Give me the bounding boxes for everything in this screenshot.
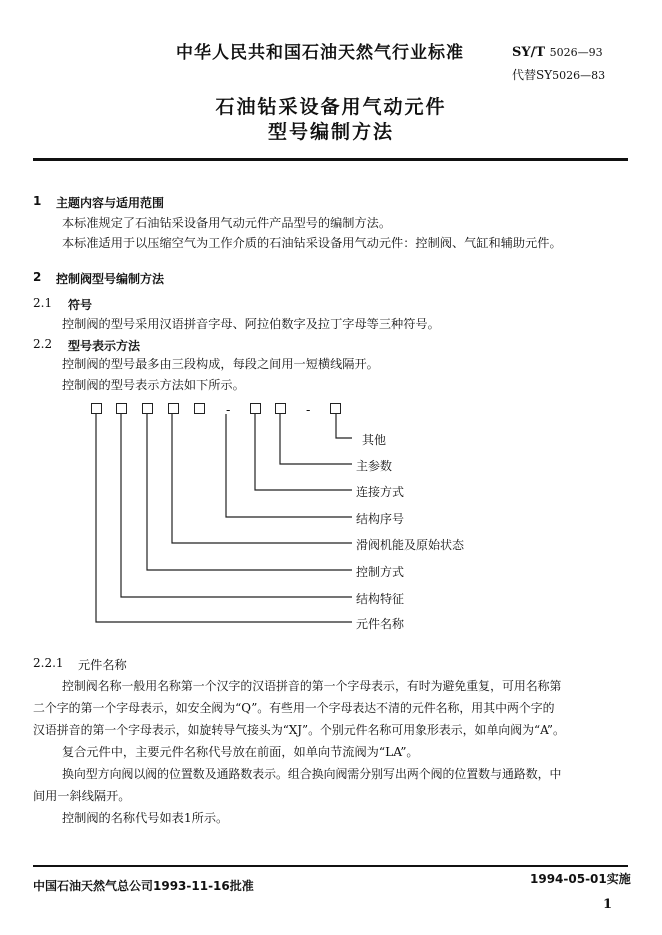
document-title-line1: 石油钻采设备用气动元件: [215, 96, 447, 118]
label-main-parameter: 主参数: [356, 459, 393, 473]
replaces-number: 5026—83: [552, 69, 606, 82]
code-separator-2: -: [306, 403, 311, 418]
section-2-1-number: 2.1: [33, 296, 53, 310]
section-1-number: 1: [33, 194, 42, 208]
section-2-number: 2: [33, 270, 42, 284]
standard-code-number: 5026—93: [549, 46, 603, 59]
replaces-prefix: 代替SY: [512, 68, 553, 82]
leader-line-element-name: [96, 414, 352, 622]
section-2-2-1-paragraph-1b: 二个字的第一个字母表示，如安全阀为“Q”。有些用一个字母表达不清的元件名称，用其中两个字的: [33, 701, 555, 715]
leader-line-other: [336, 414, 352, 438]
section-2-2-1-paragraph-2: 复合元件中，主要元件名称代号放在前面，如单向节流阀为“LA”。: [62, 745, 419, 759]
standard-category-title: 中华人民共和国石油天然气行业标准: [176, 43, 464, 63]
section-2-2-1-paragraph-4: 控制阀的名称代号如表1所示。: [62, 811, 229, 825]
standard-code-prefix: SY/T: [512, 45, 546, 60]
label-control-mode: 控制方式: [356, 565, 405, 579]
label-spool-function: 滑阀机能及原始状态: [356, 538, 465, 552]
label-structure-number: 结构序号: [356, 512, 405, 526]
document-title-line2: 型号编制方法: [267, 121, 394, 143]
section-2-2-number: 2.2: [33, 337, 53, 351]
label-element-name: 元件名称: [356, 617, 405, 631]
code-separator-1: -: [226, 403, 231, 418]
section-1-paragraph-2: 本标准适用于以压缩空气为工作介质的石油钻采设备用气动元件：控制阀、气缸和辅助元件。: [62, 236, 562, 250]
section-2-2-1-paragraph-3a: 换向型方向阀以阀的位置数及通路数表示。组合换向阀需分别写出两个阀的位置数与通路数，中: [62, 767, 562, 781]
label-other: 其他: [362, 433, 387, 447]
section-1-paragraph-1: 本标准规定了石油钻采设备用气动元件产品型号的编制方法。: [62, 216, 392, 230]
footer-rule: [33, 865, 628, 867]
label-connection-type: 连接方式: [356, 485, 405, 499]
leader-line-spool-function: [172, 414, 352, 543]
effective-date: 1994-05-01实施: [530, 872, 631, 886]
leader-line-main-parameter: [280, 414, 352, 464]
leader-line-control-mode: [147, 414, 352, 570]
section-2-2-1-paragraph-1a: 控制阀名称一般用名称第一个汉字的汉语拼音的第一个字母表示，有时为避免重复，可用名称第: [62, 679, 562, 693]
section-2-2-1-paragraph-3b: 间用一斜线隔开。: [33, 789, 131, 803]
section-2-2-paragraph-2: 控制阀的型号表示方法如下所示。: [62, 378, 245, 392]
section-2-2-paragraph-1: 控制阀的型号最多由三段构成，每段之间用一短横线隔开。: [62, 357, 379, 371]
section-1-heading: 主题内容与适用范围: [56, 196, 165, 210]
section-2-heading: 控制阀型号编制方法: [56, 272, 165, 286]
label-structure-feature: 结构特征: [356, 592, 405, 606]
section-2-1-heading: 符号: [68, 298, 93, 312]
section-2-2-1-number: 2.2.1: [33, 656, 64, 670]
leader-line-structure-no: [226, 414, 352, 517]
page-number: 1: [603, 897, 613, 912]
approval-statement: 中国石油天然气总公司1993-11-16批准: [33, 879, 254, 893]
section-2-2-1-heading: 元件名称: [78, 658, 127, 672]
section-2-1-paragraph: 控制阀的型号采用汉语拼音字母、阿拉伯数字及拉丁字母等三种符号。: [62, 317, 440, 331]
leader-line-connection: [255, 414, 352, 490]
section-2-2-1-paragraph-1c: 汉语拼音的第一个字母表示，如旋转导气接头为“XJ”。个别元件名称可用象形表示，如单向阀为“A”。: [33, 723, 565, 737]
section-2-2-heading: 型号表示方法: [68, 339, 141, 353]
